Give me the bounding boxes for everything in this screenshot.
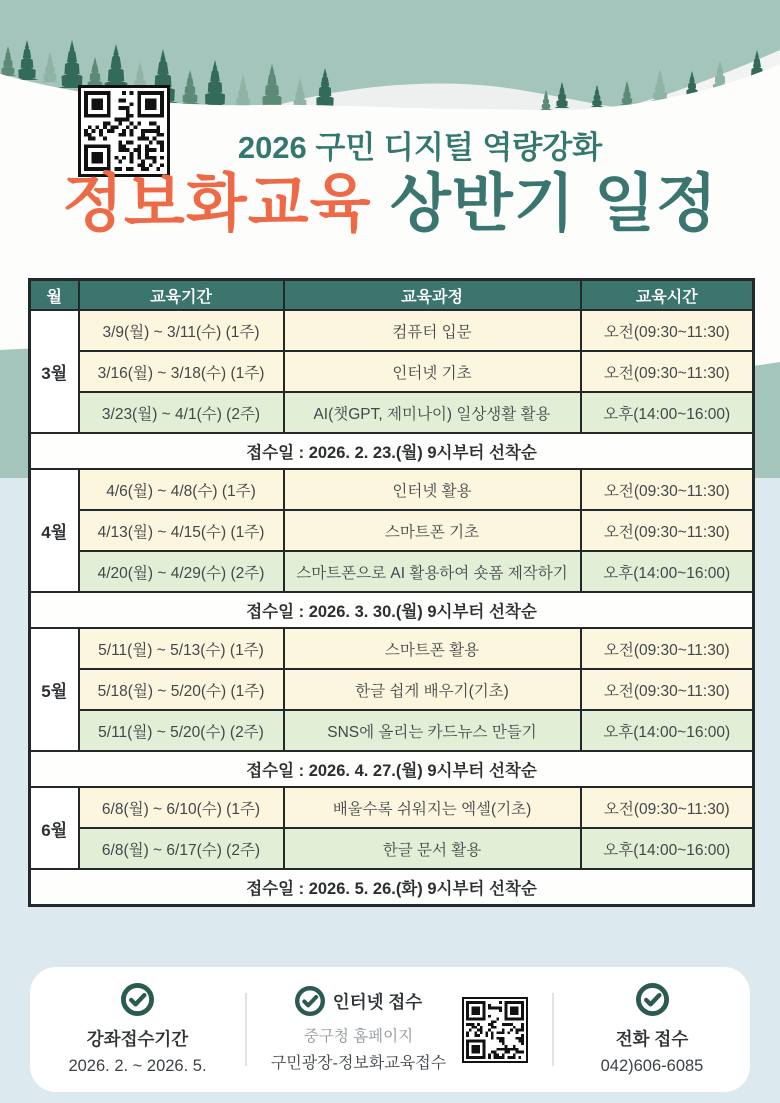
course-cell: 스마트폰 기초: [284, 510, 581, 551]
time-cell: 오후(14:00~16:00): [581, 392, 754, 433]
poster-subtitle: 2026 구민 디지털 역량강화: [237, 130, 603, 165]
course-row: [30, 710, 754, 751]
period-cell: 4/6(월) ~ 4/8(수) (1주): [79, 469, 284, 510]
period-cell: 5/11(월) ~ 5/13(수) (1주): [79, 628, 284, 669]
check-circle-icon: [636, 983, 669, 1016]
course-row: [30, 392, 754, 433]
period-cell: 4/13(월) ~ 4/15(수) (1주): [79, 510, 284, 551]
qr-code: [78, 85, 170, 177]
time-cell: 오전(09:30~11:30): [581, 510, 754, 551]
tree-icon: [291, 78, 308, 108]
poster-title-accent: 정보화교육: [62, 169, 372, 239]
tree-icon: [259, 64, 285, 108]
registration-period-value: 2026. 2. ~ 2026. 5.: [68, 1057, 207, 1075]
time-cell: 오후(14:00~16:00): [581, 710, 754, 751]
course-row: [30, 628, 754, 669]
course-row: [30, 510, 754, 551]
tree-icon: [651, 69, 670, 101]
schedule-table: [28, 278, 755, 907]
tree-icon: [554, 82, 569, 108]
period-cell: 3/9(월) ~ 3/11(수) (1주): [79, 310, 284, 351]
month-cell: 4월: [30, 469, 79, 592]
course-cell: 스마트폰 활용: [284, 628, 581, 669]
register-date-cell: 접수일 : 2026. 2. 23.(월) 9시부터 선착순: [30, 433, 754, 469]
internet-registration-header: [295, 986, 422, 1016]
time-cell: 오전(09:30~11:30): [581, 310, 754, 351]
tree-icon: [313, 68, 336, 108]
time-cell: 오전(09:30~11:30): [581, 469, 754, 510]
homepage-path: 구민광장-정보화교육접수: [270, 1055, 447, 1072]
check-circle-icon: [295, 986, 325, 1016]
internet-registration-text: [271, 986, 446, 1073]
month-cell: 3월: [30, 310, 79, 433]
check-circle-icon: [121, 983, 154, 1016]
poster-title: [0, 165, 780, 244]
course-row: [30, 787, 754, 828]
internet-registration-section: [247, 967, 552, 1092]
register-date-cell: 접수일 : 2026. 3. 30.(월) 9시부터 선착순: [30, 592, 754, 628]
register-date-cell: 접수일 : 2026. 5. 26.(화) 9시부터 선착순: [30, 869, 754, 906]
tree-icon: [180, 70, 200, 104]
time-cell: 오전(09:30~11:30): [581, 351, 754, 392]
period-cell: 3/16(월) ~ 3/18(수) (1주): [79, 351, 284, 392]
course-row: [30, 469, 754, 510]
period-cell: 5/18(월) ~ 5/20(수) (1주): [79, 669, 284, 710]
period-cell: 3/23(월) ~ 4/1(수) (2주): [79, 392, 284, 433]
time-cell: 오전(09:30~11:30): [581, 787, 754, 828]
time-cell: 오후(14:00~16:00): [581, 828, 754, 869]
internet-registration-title: 인터넷 접수: [332, 991, 423, 1012]
course-cell: 배울수록 쉬워지는 엑셀(기초): [284, 787, 581, 828]
registration-period-title: 강좌접수기간: [86, 1029, 189, 1049]
month-cell: 6월: [30, 787, 79, 869]
time-cell: 오후(14:00~16:00): [581, 551, 754, 592]
course-row: [30, 351, 754, 392]
period-cell: 6/8(월) ~ 6/17(수) (2주): [79, 828, 284, 869]
phone-number: 042)606-6085: [600, 1057, 704, 1075]
poster-title-rest: 상반기 일정: [371, 169, 718, 239]
tree-icon: [234, 75, 253, 107]
phone-registration-section: [554, 967, 750, 1092]
course-row: [30, 669, 754, 710]
tree-icon: [41, 52, 58, 82]
month-cell: 5월: [30, 628, 79, 751]
course-row: [30, 310, 754, 351]
tree-icon: [202, 60, 229, 106]
register-date-cell: 접수일 : 2026. 4. 27.(월) 9시부터 선착순: [30, 751, 754, 787]
period-cell: 5/11(월) ~ 5/20(수) (2주): [79, 710, 284, 751]
tree-icon: [591, 85, 604, 107]
period-cell: 4/20(월) ~ 4/29(수) (2주): [79, 551, 284, 592]
course-cell: 인터넷 기초: [284, 351, 581, 392]
course-row: [30, 551, 754, 592]
column-header: 교육기간: [79, 280, 284, 311]
course-cell: 스마트폰으로 AI 활용하여 숏폼 제작하기: [284, 551, 581, 592]
tree-icon: [0, 46, 17, 76]
tree-icon: [58, 40, 86, 88]
course-row: [30, 828, 754, 869]
column-header: 교육시간: [581, 280, 754, 311]
tree-icon: [620, 81, 634, 105]
registration-info-card: [30, 967, 750, 1092]
column-header: 교육과정: [284, 280, 581, 311]
column-header: 월: [30, 280, 79, 311]
period-cell: 6/8(월) ~ 6/10(수) (1주): [79, 787, 284, 828]
time-cell: 오전(09:30~11:30): [581, 628, 754, 669]
course-cell: 한글 문서 활용: [284, 828, 581, 869]
course-cell: 컴퓨터 입문: [284, 310, 581, 351]
course-cell: SNS에 올리는 카드뉴스 만들기: [284, 710, 581, 751]
time-cell: 오전(09:30~11:30): [581, 669, 754, 710]
course-cell: 인터넷 활용: [284, 469, 581, 510]
tree-icon: [15, 40, 38, 80]
homepage-label: 중구청 홈페이지: [303, 1028, 414, 1045]
qr-code: [462, 997, 528, 1063]
registration-period-section: [30, 967, 245, 1092]
course-cell: 한글 쉽게 배우기(기초): [284, 669, 581, 710]
course-cell: AI(챗GPT, 제미나이) 일상생활 활용: [284, 392, 581, 433]
phone-registration-title: 전화 접수: [615, 1029, 689, 1049]
